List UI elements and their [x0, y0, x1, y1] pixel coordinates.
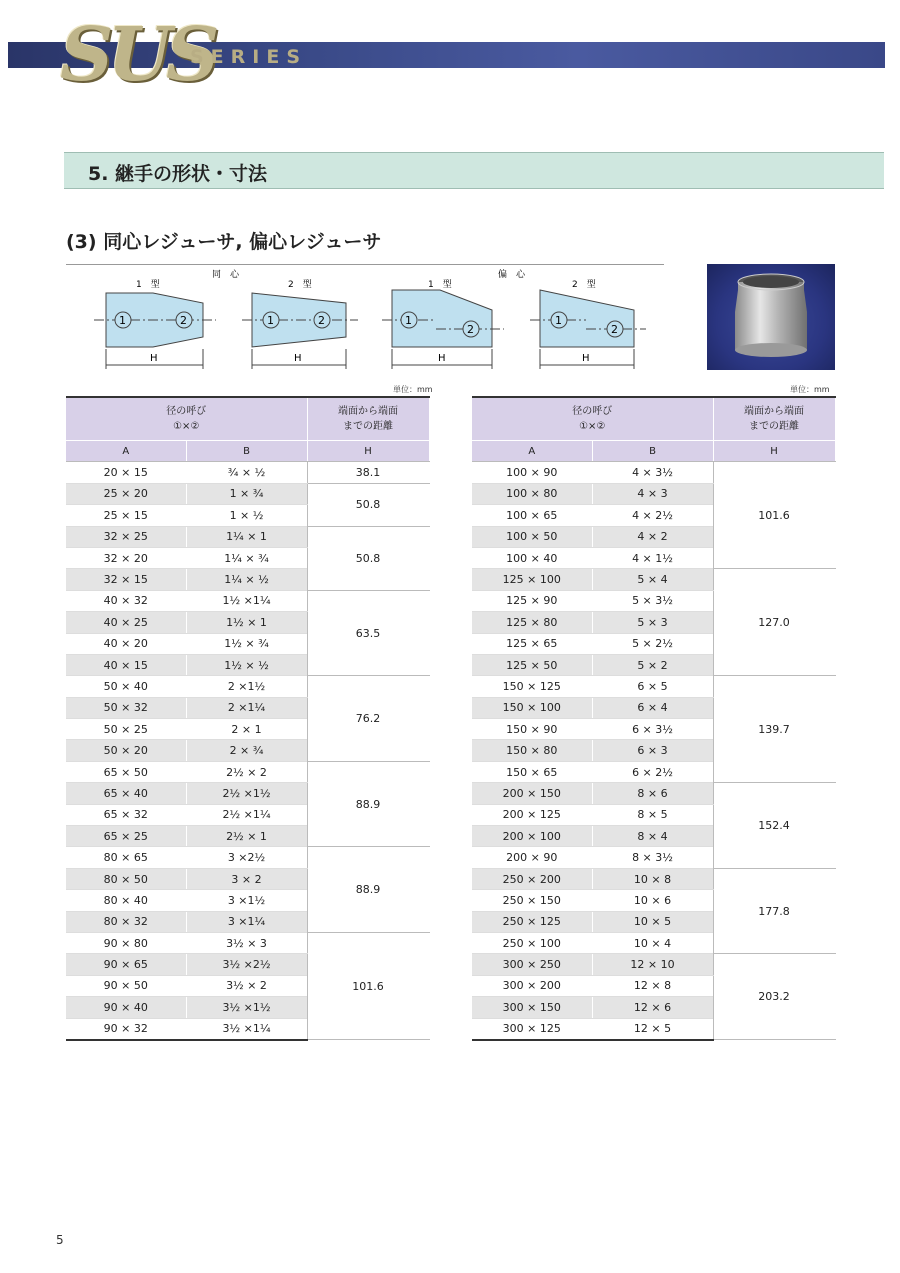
size-b-cell: 4 × 1½ [592, 547, 713, 568]
size-b-cell: 12 × 6 [592, 997, 713, 1018]
size-a-cell: 32 × 20 [66, 547, 186, 568]
size-b-cell: 2½ × 1 [186, 826, 307, 847]
size-b-cell: 3½ × 3 [186, 932, 307, 953]
table-row [66, 590, 429, 611]
size-a-cell: 300 × 200 [472, 975, 592, 996]
size-b-cell: 1½ ×1¼ [186, 590, 307, 611]
size-a-cell: 40 × 20 [66, 633, 186, 654]
size-a-cell: 50 × 40 [66, 676, 186, 697]
size-a-cell: 50 × 20 [66, 740, 186, 761]
concentric-type1-label: 1 型 [136, 280, 160, 290]
size-b-cell: 6 × 3½ [592, 719, 713, 740]
concentric-type1-diagram [94, 278, 216, 369]
face-distance-header: 端面から端面 までの距離 [713, 397, 835, 441]
size-a-cell: 100 × 80 [472, 483, 592, 504]
size-b-cell: 5 × 4 [592, 569, 713, 590]
face-distance-cell: 88.9 [307, 847, 429, 933]
size-b-cell: 1 × ¾ [186, 483, 307, 504]
size-a-cell: 40 × 32 [66, 590, 186, 611]
mark-1: 1 [267, 314, 274, 327]
size-a-cell: 90 × 80 [66, 932, 186, 953]
dim-h: H [582, 353, 590, 364]
size-b-cell: 6 × 3 [592, 740, 713, 761]
size-a-cell: 40 × 15 [66, 654, 186, 675]
size-a-cell: 90 × 65 [66, 954, 186, 975]
size-a-cell: 100 × 90 [472, 462, 592, 483]
size-b-cell: 1¼ × 1 [186, 526, 307, 547]
face-distance-cell: 101.6 [713, 462, 835, 569]
size-a-cell: 200 × 150 [472, 783, 592, 804]
size-b-cell: 1½ × ¾ [186, 633, 307, 654]
concentric-label: 同 心 [212, 270, 240, 280]
dim-h: H [438, 353, 446, 364]
mark-2: 2 [318, 314, 325, 327]
size-b-cell: 12 × 8 [592, 975, 713, 996]
size-b-cell: 10 × 6 [592, 890, 713, 911]
table-row [66, 483, 429, 504]
face-distance-cell: 50.8 [307, 483, 429, 526]
size-b-cell: 3½ ×2½ [186, 954, 307, 975]
size-b-cell: 2½ × 2 [186, 761, 307, 782]
size-a-cell: 150 × 90 [472, 719, 592, 740]
size-a-cell: 300 × 125 [472, 1018, 592, 1040]
size-b-cell: 8 × 4 [592, 826, 713, 847]
size-a-cell: 125 × 100 [472, 569, 592, 590]
size-a-cell: 25 × 15 [66, 505, 186, 526]
size-b-cell: 10 × 4 [592, 932, 713, 953]
size-b-cell: 10 × 8 [592, 868, 713, 889]
face-distance-cell: 177.8 [713, 868, 835, 954]
concentric-type2-label: 2 型 [288, 280, 312, 290]
size-a-cell: 80 × 65 [66, 847, 186, 868]
size-a-cell: 100 × 65 [472, 505, 592, 526]
size-b-cell: 2½ ×1½ [186, 783, 307, 804]
size-b-cell: 3½ ×1¼ [186, 1018, 307, 1040]
size-a-cell: 200 × 90 [472, 847, 592, 868]
size-a-cell: 125 × 65 [472, 633, 592, 654]
size-b-cell: 3 ×1½ [186, 890, 307, 911]
size-a-cell: 100 × 40 [472, 547, 592, 568]
size-a-cell: 150 × 80 [472, 740, 592, 761]
col-h-header: H [307, 441, 429, 462]
reducer-table-left [66, 396, 430, 1041]
size-a-cell: 250 × 200 [472, 868, 592, 889]
size-a-cell: 32 × 15 [66, 569, 186, 590]
table-row [472, 868, 835, 889]
size-a-cell: 150 × 100 [472, 697, 592, 718]
size-b-cell: 1¼ × ¾ [186, 547, 307, 568]
size-b-cell: 12 × 10 [592, 954, 713, 975]
size-a-cell: 125 × 50 [472, 654, 592, 675]
table-row [66, 526, 429, 547]
eccentric-type1-label: 1 型 [428, 280, 452, 290]
size-a-cell: 300 × 250 [472, 954, 592, 975]
size-b-cell: 3½ ×1½ [186, 997, 307, 1018]
eccentric-type1-diagram [382, 278, 504, 369]
size-a-cell: 80 × 32 [66, 911, 186, 932]
table-row [66, 932, 429, 953]
table-row [472, 462, 835, 483]
sus-logo: SUS [60, 12, 214, 98]
face-distance-cell: 127.0 [713, 569, 835, 676]
concentric-type2-diagram [242, 278, 358, 369]
size-b-cell: 4 × 3 [592, 483, 713, 504]
size-b-cell: 3 × 2 [186, 868, 307, 889]
eccentric-type2-diagram [530, 278, 646, 369]
size-b-cell: 6 × 5 [592, 676, 713, 697]
section-bar [64, 152, 884, 189]
size-b-cell: 12 × 5 [592, 1018, 713, 1040]
size-a-cell: 50 × 32 [66, 697, 186, 718]
size-b-cell: 1¼ × ½ [186, 569, 307, 590]
size-a-cell: 90 × 32 [66, 1018, 186, 1040]
size-b-cell: 6 × 2½ [592, 761, 713, 782]
size-b-cell: 4 × 2 [592, 526, 713, 547]
size-b-cell: 5 × 2 [592, 654, 713, 675]
size-a-cell: 150 × 65 [472, 761, 592, 782]
size-a-cell: 80 × 40 [66, 890, 186, 911]
dim-h: H [294, 353, 302, 364]
eccentric-type2-label: 2 型 [572, 280, 596, 290]
size-b-cell: 3½ × 2 [186, 975, 307, 996]
size-b-cell: 8 × 5 [592, 804, 713, 825]
size-b-cell: 6 × 4 [592, 697, 713, 718]
size-a-cell: 150 × 125 [472, 676, 592, 697]
unit-label-right: 単位：mm [790, 385, 830, 394]
dim-h: H [150, 353, 158, 364]
size-a-cell: 20 × 15 [66, 462, 186, 483]
size-a-cell: 40 × 25 [66, 612, 186, 633]
face-distance-cell: 203.2 [713, 954, 835, 1040]
mark-2: 2 [467, 323, 474, 336]
size-a-cell: 250 × 100 [472, 932, 592, 953]
size-b-cell: 5 × 3½ [592, 590, 713, 611]
size-a-cell: 65 × 32 [66, 804, 186, 825]
col-a-header: A [66, 441, 186, 462]
table-row [472, 954, 835, 975]
reducer-diagrams [66, 265, 666, 375]
size-b-cell: 5 × 3 [592, 612, 713, 633]
col-b-header: B [592, 441, 713, 462]
size-a-cell: 100 × 50 [472, 526, 592, 547]
size-a-cell: 80 × 50 [66, 868, 186, 889]
size-b-cell: 2 ×1½ [186, 676, 307, 697]
size-b-cell: 8 × 6 [592, 783, 713, 804]
size-b-cell: 5 × 2½ [592, 633, 713, 654]
size-a-cell: 200 × 125 [472, 804, 592, 825]
face-distance-cell: 152.4 [713, 783, 835, 869]
mark-2: 2 [611, 323, 618, 336]
face-distance-cell: 50.8 [307, 526, 429, 590]
size-a-cell: 65 × 50 [66, 761, 186, 782]
size-a-cell: 125 × 90 [472, 590, 592, 611]
face-distance-cell: 76.2 [307, 676, 429, 762]
unit-label-left: 単位：mm [393, 385, 433, 394]
size-a-cell: 65 × 40 [66, 783, 186, 804]
mark-1: 1 [555, 314, 562, 327]
page-number: 5 [56, 1233, 64, 1247]
size-b-cell: 1½ × 1 [186, 612, 307, 633]
eccentric-label: 偏 心 [498, 270, 526, 280]
face-distance-cell: 63.5 [307, 590, 429, 676]
col-b-header: B [186, 441, 307, 462]
size-b-cell: 4 × 2½ [592, 505, 713, 526]
col-a-header: A [472, 441, 592, 462]
table-row [66, 676, 429, 697]
table-row [472, 676, 835, 697]
size-b-cell: 2 ×1¼ [186, 697, 307, 718]
size-b-cell: 1 × ½ [186, 505, 307, 526]
nominal-size-header: 径の呼び ①×② [66, 397, 307, 441]
face-distance-cell: 38.1 [307, 462, 429, 483]
size-a-cell: 250 × 125 [472, 911, 592, 932]
size-a-cell: 250 × 150 [472, 890, 592, 911]
size-b-cell: 10 × 5 [592, 911, 713, 932]
series-label: SERIES [190, 46, 308, 68]
size-b-cell: 3 ×2½ [186, 847, 307, 868]
table-row [66, 462, 429, 483]
size-b-cell: ¾ × ½ [186, 462, 307, 483]
size-a-cell: 65 × 25 [66, 826, 186, 847]
table-row [66, 847, 429, 868]
subsection-title: (3) 同心レジューサ, 偏心レジューサ [66, 231, 382, 253]
section-title: 5. 継手の形状・寸法 [88, 163, 268, 185]
reducer-photo-image [707, 264, 835, 370]
size-b-cell: 8 × 3½ [592, 847, 713, 868]
size-b-cell: 2 × 1 [186, 719, 307, 740]
size-a-cell: 50 × 25 [66, 719, 186, 740]
size-a-cell: 32 × 25 [66, 526, 186, 547]
mark-1: 1 [119, 314, 126, 327]
table-row [472, 569, 835, 590]
size-a-cell: 125 × 80 [472, 612, 592, 633]
col-h-header: H [713, 441, 835, 462]
mark-1: 1 [405, 314, 412, 327]
size-a-cell: 200 × 100 [472, 826, 592, 847]
size-b-cell: 1½ × ½ [186, 654, 307, 675]
face-distance-cell: 88.9 [307, 761, 429, 847]
size-a-cell: 300 × 150 [472, 997, 592, 1018]
size-a-cell: 25 × 20 [66, 483, 186, 504]
size-a-cell: 90 × 50 [66, 975, 186, 996]
table-row [66, 761, 429, 782]
reducer-photo [707, 264, 835, 370]
reducer-table-right [472, 396, 836, 1041]
face-distance-cell: 139.7 [713, 676, 835, 783]
nominal-size-header: 径の呼び ①×② [472, 397, 713, 441]
mark-2: 2 [180, 314, 187, 327]
size-b-cell: 2 × ¾ [186, 740, 307, 761]
size-a-cell: 90 × 40 [66, 997, 186, 1018]
table-row [472, 783, 835, 804]
face-distance-header: 端面から端面 までの距離 [307, 397, 429, 441]
size-b-cell: 4 × 3½ [592, 462, 713, 483]
size-b-cell: 3 ×1¼ [186, 911, 307, 932]
face-distance-cell: 101.6 [307, 932, 429, 1039]
size-b-cell: 2½ ×1¼ [186, 804, 307, 825]
